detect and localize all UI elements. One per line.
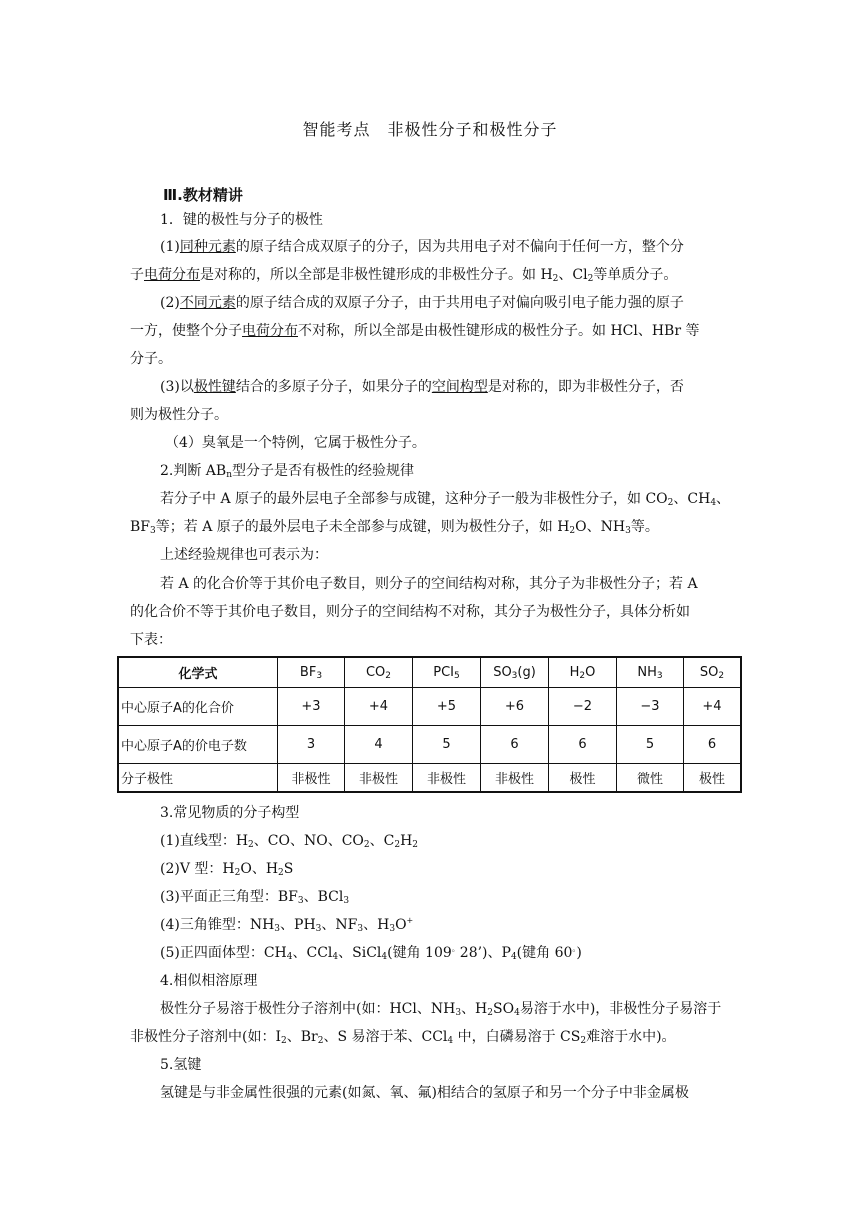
paragraph-4: （4）臭氧是一个特例，它属于极性分子。 [165,435,426,451]
subsection-2-title: 2.判断 $AB_n$型分子是否有极性的经验规律 [160,463,415,480]
table-header-row [118,657,741,688]
paragraph-2-line-2: 一方，使整个分子电荷分布不对称，所以全部是由极性键形成的极性分子。如 HCl、HBr 等 [130,323,700,339]
row-label: 中心原子A的化合价 [118,688,278,726]
shape-v: (2)V 型：$H_2O$、$H_2S$ [160,861,294,878]
table-cell: 6 [549,726,617,764]
formula-cell: $BF_3$ [278,657,345,688]
table-cell: 非极性 [481,764,549,793]
paragraph-5-line-2: $BF_3$等；若 A 原子的最外层电子未全部参与成键，则为极性分子，如 $H_2O$、$NH_3$等。 [130,519,659,536]
formula-cell: $H_2O$ [549,657,617,688]
formula-cell: $SO_2$ [684,657,742,688]
paragraph-7-line-2: 的化合价不等于其价电子数目，则分子的空间结构不对称，其分子为极性分子，具体分析如 [130,604,690,620]
paragraph-6: 上述经验规律也可表示为： [160,547,328,563]
row-label: 中心原子A的价电子数 [118,726,278,764]
paragraph-3-line-1: (3)以极性键结合的多原子分子，如果分子的空间构型是对称的，即为非极性分子，否 [160,379,684,395]
table-cell: +3 [278,688,345,726]
table-cell: 3 [278,726,345,764]
page-title: 智能考点 非极性分子和极性分子 [302,120,558,139]
subsection-3-title: 3.常见物质的分子构型 [160,805,300,821]
subsection-4-title: 4.相似相溶原理 [160,973,258,989]
table-cell: +4 [684,688,742,726]
table-cell: 非极性 [345,764,413,793]
table-cell: 6 [481,726,549,764]
section-heading: Ⅲ.教材精讲 [163,186,243,204]
table-cell: 非极性 [413,764,481,793]
table-cell: 非极性 [278,764,345,793]
subsection-5-title: 5.氢键 [160,1057,202,1073]
paragraph-8-line-1: 极性分子易溶于极性分子溶剂中(如：HCl、$NH_3$、$H_2SO_4$易溶于水中)，非极性分子易溶于 [160,1001,722,1018]
table-cell: +5 [413,688,481,726]
shape-trigonal-pyramidal: (4)三角锥型：$NH_3$、$PH_3$、$NF_3$、$H_3O^+$ [160,916,414,934]
row-label: 分子极性 [118,764,278,793]
table-row [118,764,741,793]
subsection-1-title: 1．键的极性与分子的极性 [160,212,323,228]
shape-linear: (1)直线型：$H_2$、CO、NO、$CO_2$、$C_2H_2$ [160,833,419,850]
table-cell: 5 [413,726,481,764]
formula-cell: $PCI_5$ [413,657,481,688]
paragraph-3-line-2: 则为极性分子。 [130,407,228,423]
formula-cell: $CO_2$ [345,657,413,688]
polarity-table [117,656,742,793]
table-cell: −3 [617,688,684,726]
table-header-cell: 化学式 [118,657,278,688]
paragraph-7-line-1: 若 A 的化合价等于其价电子数目，则分子的空间结构对称，其分子为非极性分子；若 A [160,576,698,592]
table-row [118,726,741,764]
table-cell: 极性 [684,764,742,793]
paragraph-1-line-1: (1)同种元素的原子结合成双原子的分子，因为共用电子对不偏向于任何一方，整个分 [160,239,684,255]
paragraph-5-line-1: 若分子中 A 原子的最外层电子全部参与成键，这种分子一般为非极性分子，如 $CO_2$、$CH_4$、 [160,491,731,508]
paragraph-2-line-3: 分子。 [130,351,172,367]
table-cell: 6 [684,726,742,764]
paragraph-1-line-2: 子电荷分布是对称的，所以全部是非极性键形成的非极性分子。如 $H_2$、$Cl_2$等单质分子。 [130,267,678,284]
table-cell: +6 [481,688,549,726]
shape-tetrahedral: (5)正四面体型：$CH_4$、CCl$_4$、SiCl$_4$(键角 109。28’)、$P_4$(键角 60。) [160,944,582,962]
table-row [118,688,741,726]
table-cell: 4 [345,726,413,764]
formula-cell: $NH_3$ [617,657,684,688]
table-cell: +4 [345,688,413,726]
paragraph-7-line-3: 下表： [130,632,172,648]
paragraph-8-line-2: 非极性分子溶剂中(如：$I_2$、$Br_2$、S 易溶于苯、CCl$_4$ 中，白磷易溶于 $CS_2$难溶于水中)。 [130,1029,676,1046]
paragraph-2-line-1: (2)不同元素的原子结合成的双原子分子，由于共用电子对偏向吸引电子能力强的原子 [160,295,684,311]
formula-cell: $SO_3(g)$ [481,657,549,688]
shape-trigonal-planar: (3)平面正三角型：$BF_3$、BCl$_3$ [160,889,350,906]
paragraph-9: 氢键是与非金属性很强的元素(如氮、氧、氟)相结合的氢原子和另一个分子中非金属极 [160,1085,689,1101]
table-cell: 微性 [617,764,684,793]
table-cell: 极性 [549,764,617,793]
table-cell: 5 [617,726,684,764]
table-cell: −2 [549,688,617,726]
